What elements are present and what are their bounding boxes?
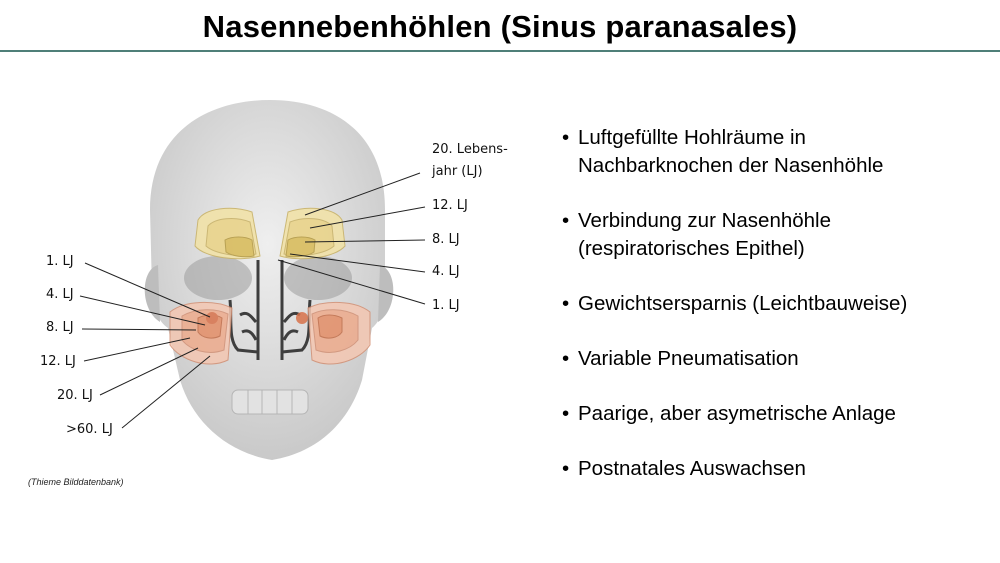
left-ear xyxy=(145,265,160,322)
bullet-text-cont: (respiratorisches Epithel) xyxy=(578,237,805,260)
bullet-dot: • xyxy=(562,292,570,315)
right-label-4: 4. LJ xyxy=(432,264,460,279)
bullet-item xyxy=(562,345,992,373)
right-orbit xyxy=(284,256,352,300)
right-label-12: 12. LJ xyxy=(432,198,468,213)
bullet-text: Gewichtsersparnis (Leichtbauweise) xyxy=(578,292,908,315)
right-label-20-line2: jahr (LJ) xyxy=(432,164,483,179)
bullet-dot: • xyxy=(562,209,570,232)
left-label-4: 4. LJ xyxy=(46,287,74,302)
bullet-text: Postnatales Auswachsen xyxy=(578,457,806,480)
left-label-60: >60. LJ xyxy=(66,422,113,437)
left-label-1: 1. LJ xyxy=(46,254,74,269)
right-label-1: 1. LJ xyxy=(432,298,460,313)
right-label-8: 8. LJ xyxy=(432,232,460,247)
left-label-8: 8. LJ xyxy=(46,320,74,335)
left-label-20: 20. LJ xyxy=(57,388,93,403)
bullet-dot: • xyxy=(562,457,570,480)
bullet-list xyxy=(562,124,992,510)
bullet-item xyxy=(562,400,992,428)
bullet-text-cont: Nachbarknochen der Nasenhöhle xyxy=(578,154,884,177)
bullet-text: Paarige, aber asymetrische Anlage xyxy=(578,402,896,425)
teeth xyxy=(232,390,308,414)
image-credit: (Thieme Bilddatenbank) xyxy=(28,477,124,487)
left-orbit xyxy=(184,256,252,300)
bullet-text: Variable Pneumatisation xyxy=(578,347,799,370)
bullet-item xyxy=(562,455,992,483)
right-label-20-line1: 20. Lebens- xyxy=(432,142,508,157)
bullet-text: Luftgefüllte Hohlräume in xyxy=(578,126,806,149)
left-label-12: 12. LJ xyxy=(40,354,76,369)
sinus-development-figure xyxy=(0,60,540,500)
bullet-dot: • xyxy=(562,347,570,370)
bullet-item xyxy=(562,290,992,318)
bullet-item xyxy=(562,207,992,263)
bullet-dot: • xyxy=(562,402,570,425)
bullet-text: Verbindung zur Nasenhöhle xyxy=(578,209,832,232)
slide-title: Nasennebenhöhlen (Sinus paranasales) xyxy=(202,9,798,44)
bullet-dot: • xyxy=(562,126,570,149)
bullet-item xyxy=(562,124,992,180)
title-divider xyxy=(0,50,1000,52)
